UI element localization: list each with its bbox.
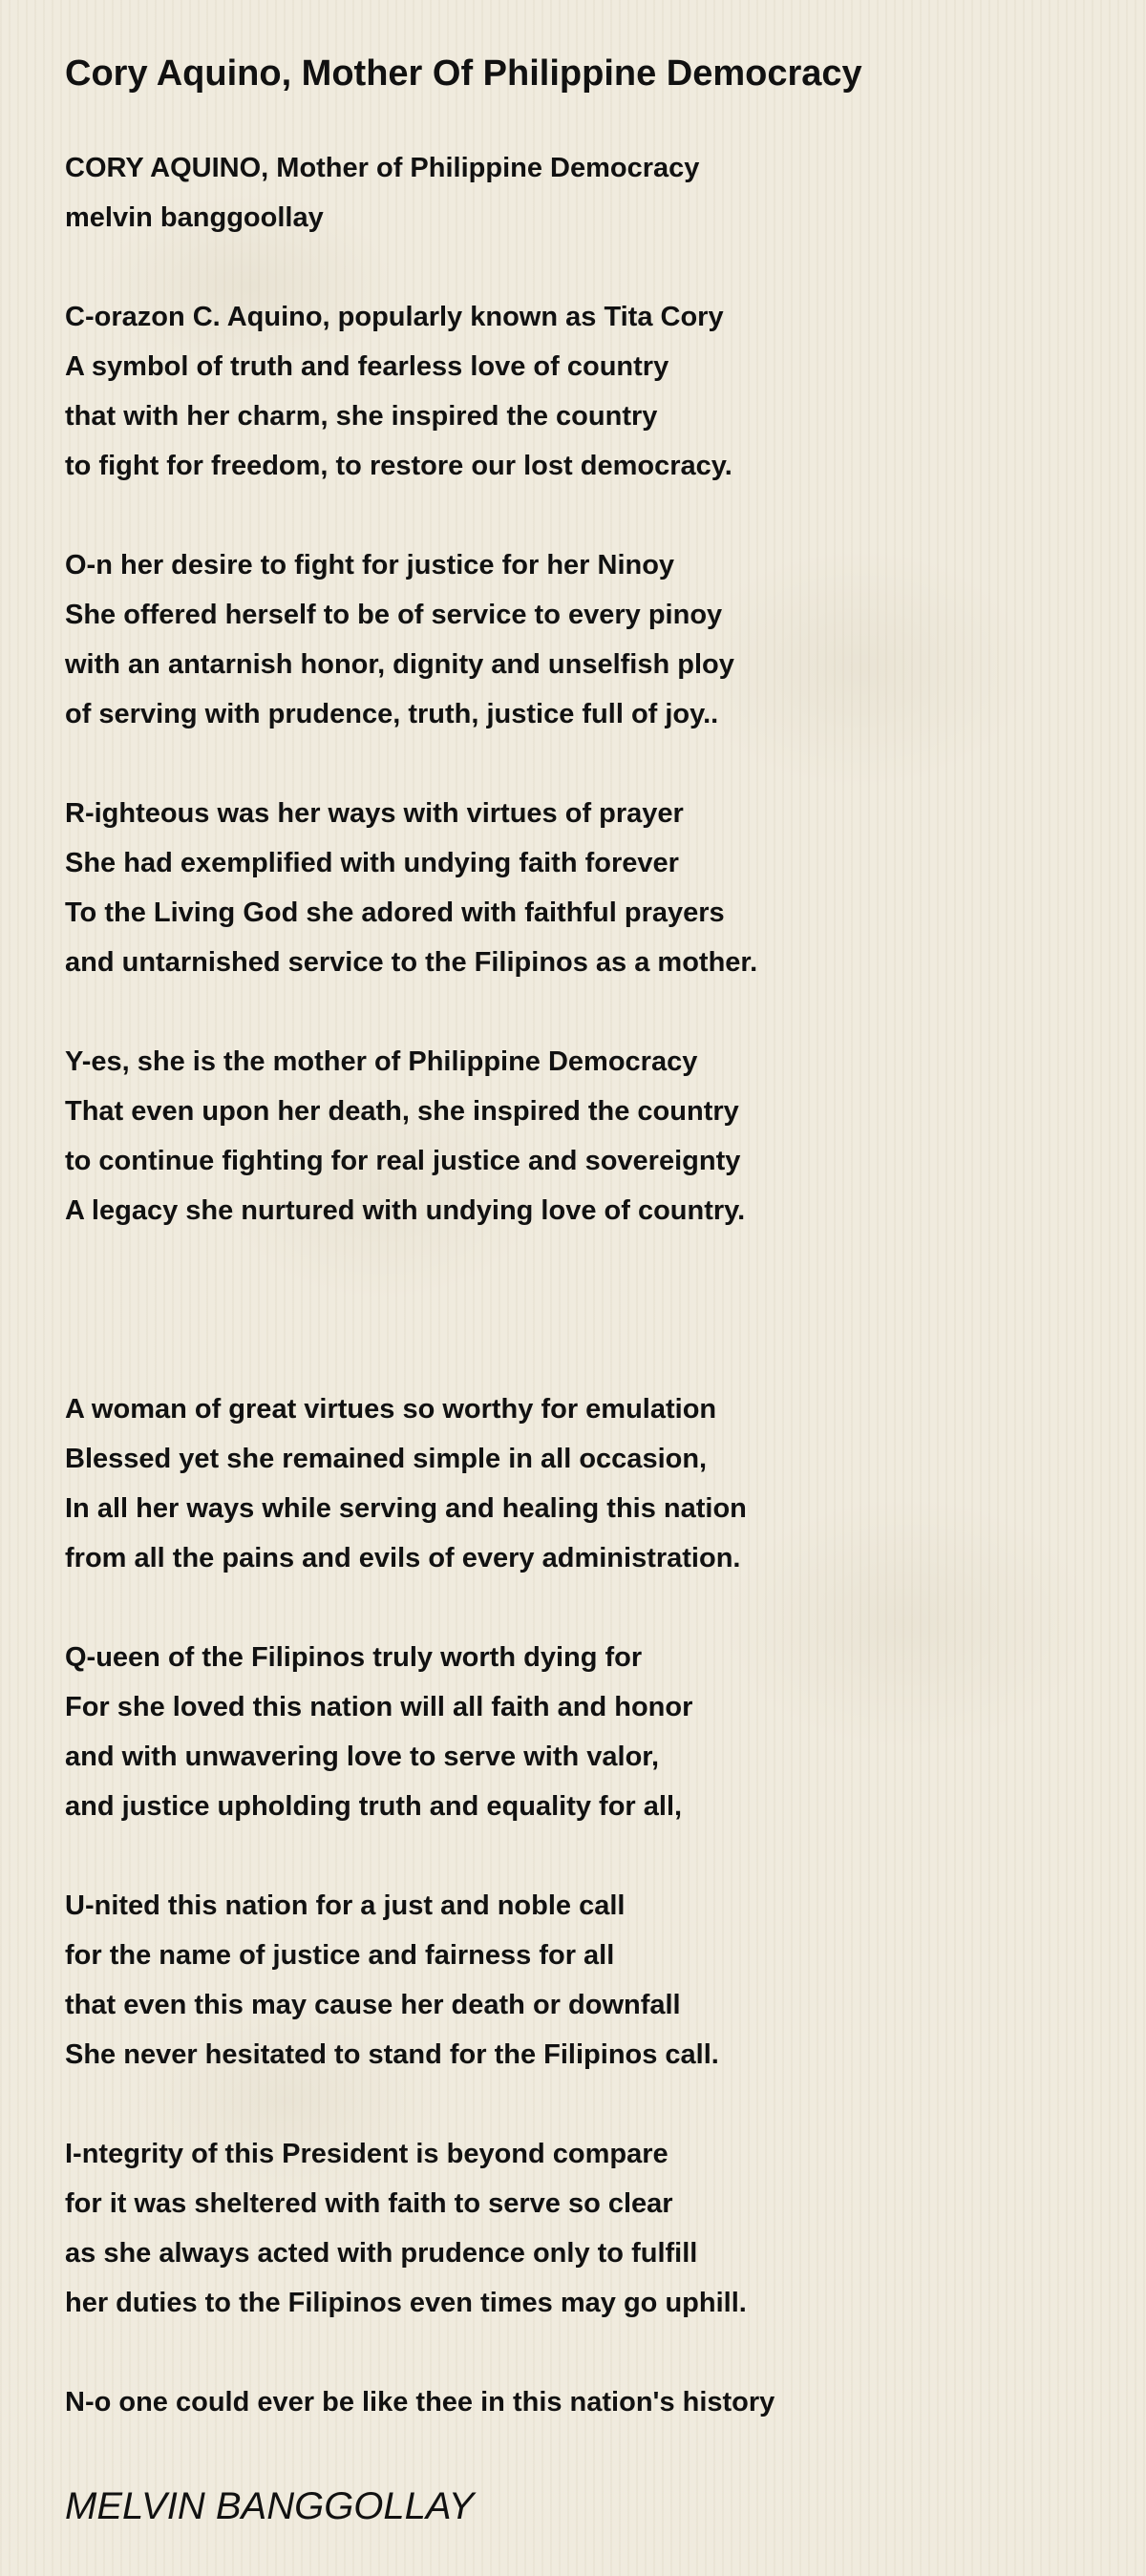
stanza-5	[65, 1384, 1096, 1583]
poem-line: and with unwavering love to serve with valor,	[65, 1742, 660, 1772]
stanza-4	[65, 1037, 1096, 1235]
stanza-gap	[65, 243, 1096, 292]
poem-line: Q-ueen of the Filipinos truly worth dying for	[65, 1642, 643, 1673]
stanza-gap	[65, 2080, 1096, 2129]
poem-line: Blessed yet she remained simple in all occasion,	[65, 1444, 708, 1474]
poem-line: A woman of great virtues so worthy for emulation	[65, 1394, 717, 1425]
poem-line: O-n her desire to fight for justice for her Ninoy	[65, 550, 675, 581]
stanza-1	[65, 292, 1096, 491]
poem-line: She never hesitated to stand for the Filipinos call.	[65, 2039, 719, 2070]
poem-line: A legacy she nurtured with undying love of country.	[65, 1195, 746, 1226]
poem-line: her duties to the Filipinos even times may go uphill.	[65, 2288, 747, 2318]
poem-line: A symbol of truth and fearless love of country	[65, 351, 669, 382]
poem-line: N-o one could ever be like thee in this nation's history	[65, 2387, 775, 2418]
poem-line: and justice upholding truth and equality for all,	[65, 1791, 683, 1822]
stanza-gap	[65, 2328, 1096, 2377]
poem-line: C-orazon C. Aquino, popularly known as Tita Cory	[65, 302, 724, 332]
poem-line: She had exemplified with undying faith forever	[65, 848, 679, 878]
stanza-3	[65, 789, 1096, 987]
poem-line: R-ighteous was her ways with virtues of prayer	[65, 798, 684, 829]
poem-line: and untarnished service to the Filipinos as a mother.	[65, 947, 758, 978]
stanza-8	[65, 2129, 1096, 2328]
stanza-9	[65, 2377, 1096, 2427]
stanza-6	[65, 1633, 1096, 1831]
poem-line: For she loved this nation will all faith and honor	[65, 1692, 693, 1722]
stanza-gap	[65, 1583, 1096, 1633]
stanza-7	[65, 1881, 1096, 2080]
poem-line: To the Living God she adored with faithful prayers	[65, 897, 725, 928]
stanza-gap	[65, 739, 1096, 789]
stanza-gap	[65, 987, 1096, 1037]
poem-line: that with her charm, she inspired the country	[65, 401, 658, 432]
poem-line: as she always acted with prudence only to fulfill	[65, 2238, 698, 2269]
poem-body	[65, 143, 1096, 2427]
stanza-2	[65, 540, 1096, 739]
stanza-gap-large	[65, 1235, 1096, 1384]
poem-line: Y-es, she is the mother of Philippine Democracy	[65, 1046, 698, 1077]
author-signature: MELVIN BANGGOLLAY	[65, 2485, 475, 2527]
poem-line: for it was sheltered with faith to serve so clear	[65, 2188, 673, 2219]
poem-line: of serving with prudence, truth, justice full of joy..	[65, 699, 719, 729]
poem-title: Cory Aquino, Mother Of Philippine Democracy	[65, 53, 862, 94]
poem-line: She offered herself to be of service to every pinoy	[65, 600, 723, 630]
stanza-gap	[65, 491, 1096, 540]
stanza-gap	[65, 1831, 1096, 1881]
poem-byline: melvin banggoollay	[65, 202, 324, 233]
poem-line: to continue fighting for real justice and sovereignty	[65, 1146, 741, 1176]
poem-line: I-ntegrity of this President is beyond compare	[65, 2139, 668, 2169]
poem-line: with an antarnish honor, dignity and unselfish ploy	[65, 649, 734, 680]
poem-line: from all the pains and evils of every administration.	[65, 1543, 741, 1573]
poem-line: U-nited this nation for a just and noble call	[65, 1890, 626, 1921]
poem-line: In all her ways while serving and healing this nation	[65, 1493, 747, 1524]
poem-heading: CORY AQUINO, Mother of Philippine Democracy	[65, 153, 700, 183]
poem-line: for the name of justice and fairness for all	[65, 1940, 615, 1971]
poem-line: That even upon her death, she inspired the country	[65, 1096, 739, 1127]
poem-line: to fight for freedom, to restore our lost democracy.	[65, 451, 732, 481]
poem-line: that even this may cause her death or downfall	[65, 1990, 681, 2020]
